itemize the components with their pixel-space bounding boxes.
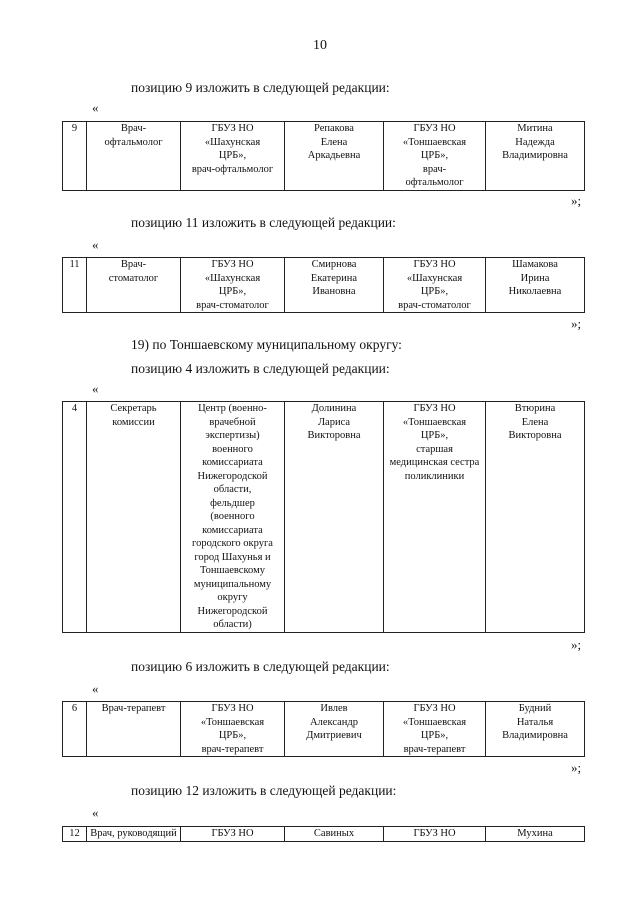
opening-quote: «: [92, 100, 99, 115]
position-title: Врач- офтальмолог: [87, 122, 181, 191]
main-member-name: Репакова Елена Аркадьевна: [285, 122, 384, 191]
main-member-organization: ГБУЗ НО «Тоншаевская ЦРБ», врач-терапевт: [181, 702, 285, 757]
main-member-organization: Центр (военно- врачебной экспертизы) военного комиссариата Нижегородской области, фельдшер (военного комиссариата городского округа город Шахунья и Тоншаевскому муниципальному округу Нижегородской области): [181, 402, 285, 633]
position-table: [62, 826, 585, 842]
position-number: 12: [63, 827, 87, 842]
position-number: 4: [63, 402, 87, 633]
position-table: [62, 701, 585, 757]
opening-quote: «: [92, 805, 99, 820]
amendment-intro: позицию 11 изложить в следующей редакции:: [131, 215, 396, 230]
reserve-member-organization: ГБУЗ НО «Тоншаевская ЦРБ», старшая медицинская сестра поликлиники: [384, 402, 486, 633]
table-row: [63, 702, 585, 757]
amendment-intro: позицию 12 изложить в следующей редакции:: [131, 783, 397, 798]
main-member-name: Долинина Лариса Викторовна: [285, 402, 384, 633]
reserve-member-name: Мухина: [486, 827, 585, 842]
reserve-member-organization: ГБУЗ НО «Шахунская ЦРБ», врач-стоматолог: [384, 258, 486, 313]
table-row: [63, 258, 585, 313]
position-number: 6: [63, 702, 87, 757]
closing-quote: »;: [571, 193, 582, 208]
position-title: Врач, руководящий: [87, 827, 181, 842]
amendment-intro: позицию 4 изложить в следующей редакции:: [131, 361, 390, 376]
reserve-member-organization: ГБУЗ НО «Тоншаевская ЦРБ», врач- офтальмолог: [384, 122, 486, 191]
main-member-organization: ГБУЗ НО «Шахунская ЦРБ», врач-стоматолог: [181, 258, 285, 313]
closing-quote: »;: [571, 637, 582, 652]
table-row: [63, 827, 585, 842]
opening-quote: «: [92, 681, 99, 696]
position-title: Секретарь комиссии: [87, 402, 181, 633]
table-row: [63, 122, 585, 191]
main-member-name: Смирнова Екатерина Ивановна: [285, 258, 384, 313]
reserve-member-name: Будний Наталья Владимировна: [486, 702, 585, 757]
reserve-member-name: Втюрина Елена Викторовна: [486, 402, 585, 633]
amendment-intro: позицию 9 изложить в следующей редакции:: [131, 80, 390, 95]
position-table: [62, 257, 585, 313]
opening-quote: «: [92, 237, 99, 252]
section-heading: 19) по Тоншаевскому муниципальному округу:: [131, 337, 402, 352]
closing-quote: »;: [571, 760, 582, 775]
main-member-name: Савиных: [285, 827, 384, 842]
main-member-organization: ГБУЗ НО: [181, 827, 285, 842]
main-member-name: Ивлев Александр Дмитриевич: [285, 702, 384, 757]
amendment-intro: позицию 6 изложить в следующей редакции:: [131, 659, 390, 674]
position-number: 11: [63, 258, 87, 313]
position-number: 9: [63, 122, 87, 191]
reserve-member-name: Шамакова Ирина Николаевна: [486, 258, 585, 313]
table-row: [63, 402, 585, 633]
position-table: [62, 121, 585, 191]
closing-quote: »;: [571, 316, 582, 331]
page-number: 10: [313, 38, 327, 53]
position-table: [62, 401, 585, 633]
position-title: Врач-терапевт: [87, 702, 181, 757]
position-title: Врач- стоматолог: [87, 258, 181, 313]
reserve-member-organization: ГБУЗ НО «Тоншаевская ЦРБ», врач-терапевт: [384, 702, 486, 757]
opening-quote: «: [92, 381, 99, 396]
reserve-member-name: Митина Надежда Владимировна: [486, 122, 585, 191]
reserve-member-organization: ГБУЗ НО: [384, 827, 486, 842]
main-member-organization: ГБУЗ НО «Шахунская ЦРБ», врач-офтальмолог: [181, 122, 285, 191]
